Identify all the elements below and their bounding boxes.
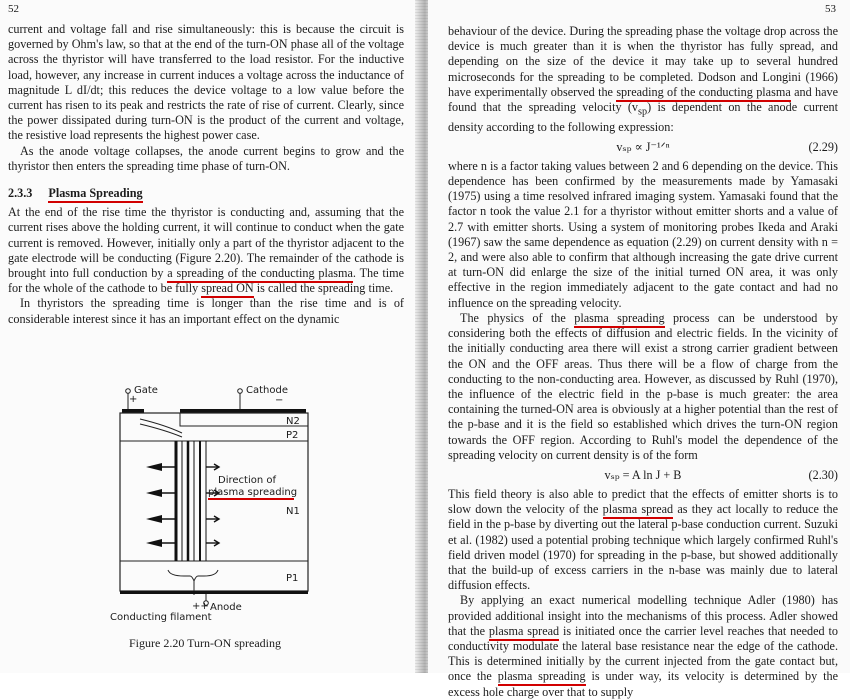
highlighted-phrase: plasma spreading bbox=[574, 311, 664, 328]
right-text-block bbox=[448, 24, 838, 700]
cathode-contact bbox=[180, 409, 306, 413]
text-run: and have found that the spreading velocity (v bbox=[448, 84, 838, 115]
equation-number: (2.30) bbox=[808, 467, 838, 482]
section-title: Plasma Spreading bbox=[48, 186, 142, 203]
subscript: sp bbox=[638, 106, 648, 118]
right-page bbox=[428, 0, 850, 699]
text-run: The physics of the bbox=[460, 310, 575, 325]
cathode-label: Cathode bbox=[246, 385, 288, 396]
anode-label: Anode bbox=[210, 602, 242, 613]
text-run: ) is dependent on the anode current density according to the following expression: bbox=[448, 100, 838, 134]
cathode-sign: − bbox=[275, 395, 284, 406]
highlighted-phrase: spread ON bbox=[201, 281, 253, 298]
spreading-arrowheads bbox=[146, 463, 162, 547]
p2-label: P2 bbox=[286, 430, 299, 441]
paragraph: In thyristors the spreading time is longer than the rise time and is of considerable interest since it has an important effect on the dynamic bbox=[8, 296, 404, 326]
paragraph: where n is a factor taking values between 2 and 6 depending on the device. This dependence has been confirmed by the measurements made by Yamasaki (1975) using a time resolved infrared imaging system. Yamasaki found that the factor n took the value 2.1 for a thyristor without emitter shorts and a value of 2.7 with emitter shorts. Using a system of monitoring probes Ikeda and Araki (1967) saw the same dependence as equation (2.29) on current density with n = 2, and were also able to confirm that although increasing the gate drive current at turn-ON did enlarge the size of the initial turned ON area, it was only effective in the region immediately adjacent to the gate contact and had no influence on the spreading velocity. bbox=[448, 158, 838, 310]
page-number: 53 bbox=[825, 3, 836, 15]
highlighted-phrase: plasma spreading bbox=[498, 669, 586, 686]
section-heading bbox=[8, 186, 404, 201]
equation-body: vₛₚ = A ln J + B bbox=[604, 467, 682, 482]
p1-label: P1 bbox=[286, 573, 299, 584]
direction-label: Direction of bbox=[218, 475, 276, 486]
left-page bbox=[0, 0, 420, 673]
n1-label: N1 bbox=[286, 506, 300, 517]
paragraph bbox=[448, 593, 838, 699]
direction-label: plasma spreading bbox=[208, 487, 298, 498]
left-text-block bbox=[8, 22, 404, 327]
text-run: At the end of the rise time the thyristor is conducting and, assuming that the current rises above the holding current, it will continue to conduct when the gate current is removed. However, initially only a part of the thyristor adjacent to the gate electrode will be conducting (Figure 2.20). The remainder of the cathode is brought into full conduction by bbox=[8, 205, 404, 281]
filament-label: Conducting filament bbox=[110, 612, 212, 623]
gate-label: Gate bbox=[134, 385, 158, 396]
paragraph bbox=[8, 205, 404, 296]
equation-body: vₛₚ ∝ J⁻¹ᐟⁿ bbox=[616, 139, 670, 154]
device-body bbox=[120, 413, 308, 591]
anode-sign: ++ bbox=[192, 601, 209, 612]
paragraph: current and voltage fall and rise simultaneously: this is because the circuit is governed by Ohm's law, so that at the end of the turn-ON phase all of the voltage across the thyristor will have transferred to the load resistor. For the inductive load, however, any increase in current induces a voltage across the inductance of magnitude L dI/dt; this reduces the device voltage to a low value before the current has risen to its peak and restricts the rate of rise of current. Clearly, since the power dissipated during turn-ON is the product of the current and voltage, the resistive load represents the highest power case. bbox=[8, 22, 404, 143]
gate-contact bbox=[122, 409, 144, 413]
text-run: is initiated once the carrier level reaches that needed to conductivity modulate the lateral base resistance near the edge of the cathode. This is determined initially by the current injected from the gate contact but, once the bbox=[448, 623, 838, 684]
n2-label: N2 bbox=[286, 416, 300, 427]
equation-number: (2.29) bbox=[808, 139, 838, 154]
text-run: is called the spreading time. bbox=[253, 281, 394, 296]
paragraph: As the anode voltage collapses, the anode current begins to grow and the thyristor then enters the spreading time phase of turn-ON. bbox=[8, 143, 404, 173]
section-number: 2.3.3 bbox=[8, 186, 33, 201]
paragraph bbox=[448, 24, 838, 135]
paragraph bbox=[448, 487, 838, 593]
text-run: By applying an exact numerical modelling technique Adler (1980) has provided additional insight into the mechanisms of this process. Adler showed that the bbox=[448, 593, 838, 638]
cathode-terminal bbox=[238, 389, 243, 394]
equation bbox=[448, 465, 838, 485]
conducting-filaments bbox=[176, 441, 206, 561]
paragraph bbox=[448, 311, 838, 463]
turn-on-spreading-figure bbox=[110, 383, 310, 621]
text-run: . The time for the whole of the cathode to be fully bbox=[8, 266, 405, 296]
text-run: as they act locally to reduce the field in the p-base by diverting out the lateral p-base conduction current. Suzuki et al. (1982) used a potential probing technique which largely confirmed Ruhl's field driven model (1970) for spreading in the p-base, but showed additionally that the build-up of excess carriers in the n-base was mainly due to lateral diffusion effects. bbox=[448, 502, 838, 593]
text-run: This field theory is also able to predict that the effects of emitter shorts is to slow down the velocity of the bbox=[448, 486, 838, 517]
page-number: 52 bbox=[8, 3, 19, 15]
text-run: process can be understood by considering both the effects of diffusion and electric fields. In the vicinity of the initially conducting area there will exist a strong carrier gradient between the ON and the OFF areas. Thus there will be a flow of charge from the conducting to the non-conducting area. However, as discussed by Ruhl (1970), the influence of the electric field in the p-base is much greater: the area containing the turned-ON area is obviously at a higher potential than the rest of the p-base and it is the field so established which drives the turn-ON region towards the OFF region. According to Ruhl's model the dependence of the spreading velocity on current density is of the form bbox=[448, 310, 838, 462]
highlighted-phrase: plasma spread bbox=[603, 502, 674, 519]
equation bbox=[448, 137, 838, 157]
text-run: is under way, its velocity is determined by the excess hole charge over that to supply bbox=[448, 669, 838, 699]
gate-sign: + bbox=[129, 394, 138, 405]
filament-brace bbox=[168, 570, 218, 581]
text-run: behaviour of the device. During the spreading phase the voltage drop across the device is much greater than it is when the thyristor has fully spread, and depending on the size of the device it may take up to several hundred microseconds for the spreading to be completed. Dodson and Longini (1966) have experimentally observed the bbox=[448, 24, 838, 99]
anode-contact bbox=[120, 591, 308, 594]
figure-caption: Figure 2.20 Turn-ON spreading bbox=[129, 636, 281, 650]
gate-terminal bbox=[126, 389, 131, 394]
highlighted-phrase: spreading of the conducting plasma bbox=[616, 85, 790, 102]
highlighted-phrase: plasma spread bbox=[489, 624, 559, 641]
highlighted-phrase: a spreading of the conducting plasma bbox=[167, 266, 353, 283]
